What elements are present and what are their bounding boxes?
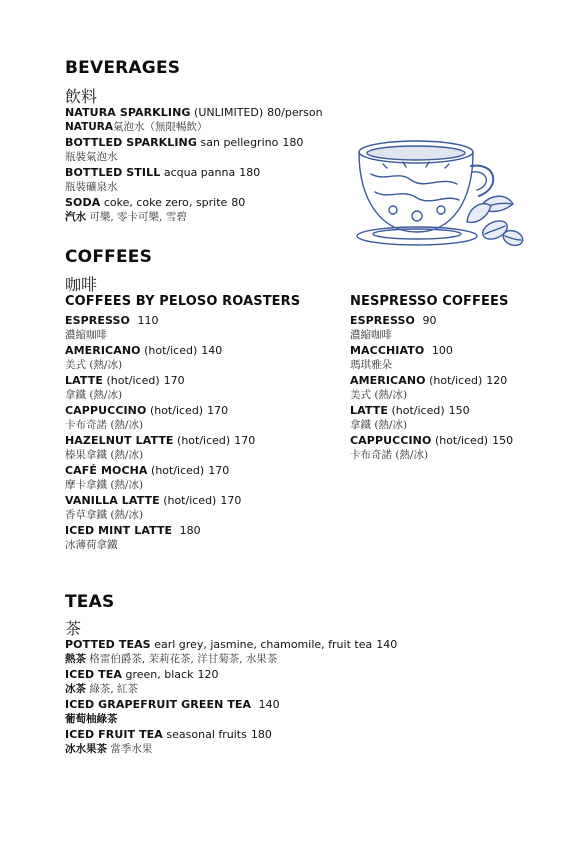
nespresso-logo-initial: N [350,294,361,309]
beverages-title-cn: 飲料 [65,87,98,106]
list-item: NATURA SPARKLING (UNLIMITED) 80/person NATURA氣泡水（無限暢飲） [65,106,323,133]
list-item: HAZELNUT LATTE (hot/iced) 170 榛果拿鐵 (熱/冰) [65,434,256,461]
list-item: ICED MINT LATTE 180 冰薄荷拿鐵 [65,524,201,551]
list-item: CAPPUCCINO (hot/iced) 150 卡布奇諾 (熱/冰) [350,434,514,461]
list-item: VANILLA LATTE (hot/iced) 170 香草拿鐵 (熱/冰) [65,494,242,521]
peloso-list [65,313,325,553]
teas-list [65,637,585,757]
list-item: AMERICANO (hot/iced) 120 美式 (熱/冰) [350,374,508,401]
list-item: ICED FRUIT TEA seasonal fruits 180 冰水果茶 當季水果 [65,728,272,755]
list-item: BOTTLED SPARKLING san pellegrino 180 瓶裝氣泡水 [65,136,304,163]
list-item: ESPRESSO 90 濃縮咖啡 [350,314,437,341]
nespresso-list [350,313,570,463]
list-item: CAFÉ MOCHA (hot/iced) 170 摩卡拿鐵 (熱/冰) [65,464,230,491]
peloso-subtitle: COFFEES BY PELOSO ROASTERS [65,294,301,309]
list-item: MACCHIATO 100 瑪琪雅朵 [350,344,453,371]
list-item: BOTTLED STILL acqua panna 180 瓶裝礦泉水 [65,166,261,193]
coffee-cup-with-beans-icon [345,130,525,260]
list-item: CAPPUCCINO (hot/iced) 170 卡布奇諾 (熱/冰) [65,404,229,431]
beverages-title: BEVERAGES [65,58,181,78]
list-item: LATTE (hot/iced) 150 拿鐵 (熱/冰) [350,404,470,431]
coffees-title-cn: 咖啡 [65,275,98,294]
coffees-title: COFFEES [65,247,153,267]
list-item: POTTED TEAS earl grey, jasmine, chamomile, fruit tea 140 熱茶 格雷伯爵茶, 茉莉花茶, 洋甘菊茶, 水果茶 [65,638,398,665]
list-item: ICED TEA green, black 120 冰茶 綠茶, 紅茶 [65,668,219,695]
list-item: ESPRESSO 110 濃縮咖啡 [65,314,159,341]
teas-title: TEAS [65,592,115,612]
list-item: SODA coke, coke zero, sprite 80 汽水 可樂, 零卡可樂, 雪碧 [65,196,246,223]
nespresso-subtitle: NESPRESSO COFFEES [350,294,509,309]
list-item: ICED GRAPEFRUIT GREEN TEA 140 葡萄柚綠茶 [65,698,280,725]
list-item: LATTE (hot/iced) 170 拿鐵 (熱/冰) [65,374,185,401]
teas-title-cn: 茶 [65,619,82,638]
list-item: AMERICANO (hot/iced) 140 美式 (熱/冰) [65,344,223,371]
